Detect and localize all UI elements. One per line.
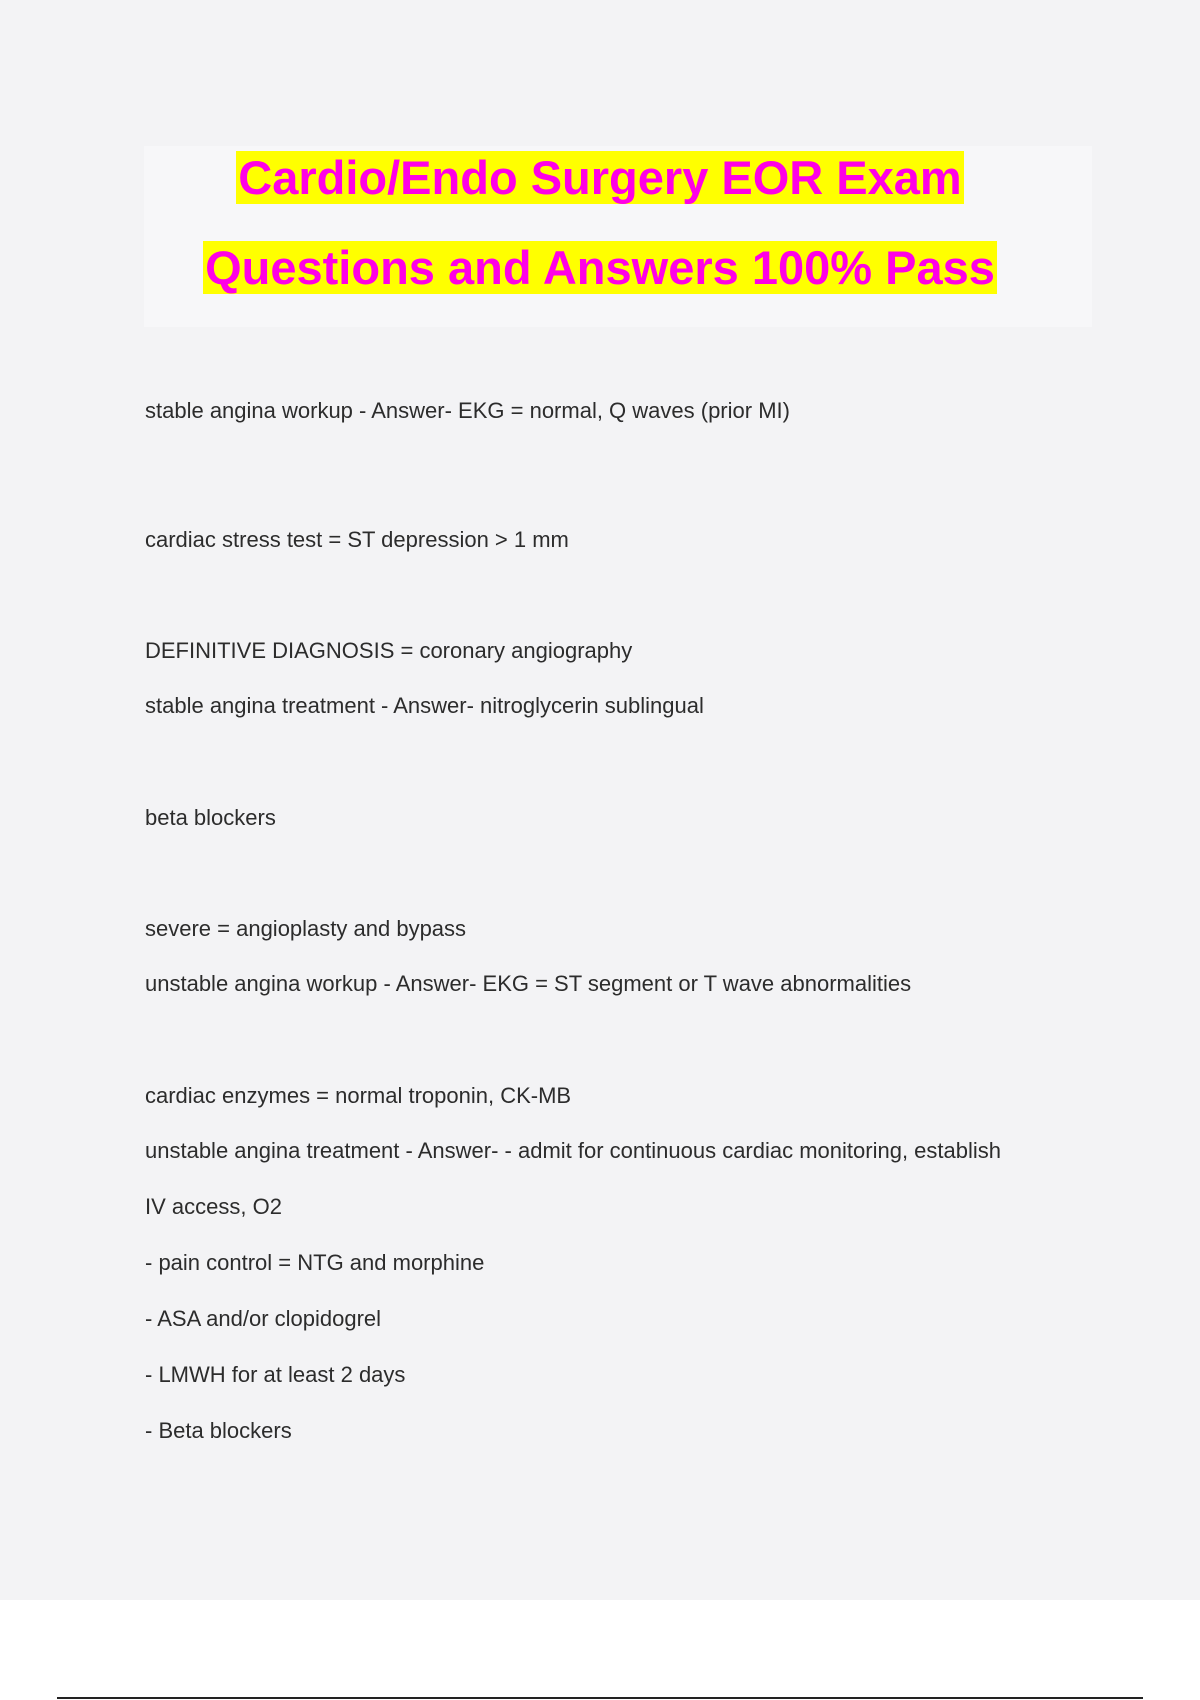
body-line: IV access, O2	[145, 1194, 282, 1219]
document-title-line-2: Questions and Answers 100% Pass	[205, 241, 995, 294]
body-line: severe = angioplasty and bypass	[145, 916, 467, 941]
footer-divider	[57, 1697, 1143, 1699]
body-line: - Beta blockers	[145, 1418, 292, 1443]
body-line: DEFINITIVE DIAGNOSIS = coronary angiography	[145, 638, 633, 663]
body-line: - ASA and/or clopidogrel	[145, 1306, 382, 1331]
document-title-line-1: Cardio/Endo Surgery EOR Exam	[238, 151, 962, 204]
body-line: unstable angina treatment - Answer- - admit for continuous cardiac monitoring, establish	[145, 1138, 1001, 1163]
body-line: cardiac enzymes = normal troponin, CK-MB	[145, 1083, 572, 1108]
body-line: - LMWH for at least 2 days	[145, 1362, 406, 1387]
body-line: unstable angina workup - Answer- EKG = ST segment or T wave abnormalities	[145, 971, 912, 996]
body-line: cardiac stress test = ST depression > 1 mm	[145, 527, 569, 552]
body-line: beta blockers	[145, 805, 276, 830]
body-line: stable angina workup - Answer- EKG = normal, Q waves (prior MI)	[145, 398, 790, 423]
body-line: stable angina treatment - Answer- nitroglycerin sublingual	[145, 693, 704, 718]
body-line: - pain control = NTG and morphine	[145, 1250, 485, 1275]
